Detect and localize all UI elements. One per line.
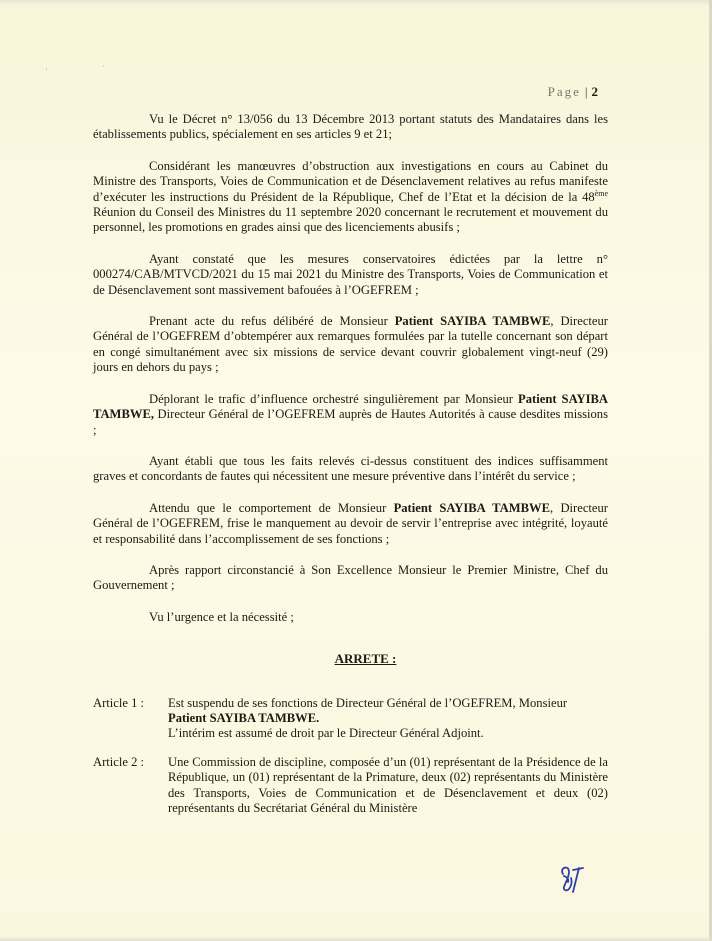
paragraph-decree-reference: Vu le Décret n° 13/056 du 13 Décembre 2013 portant statuts des Mandataires dans les établissements publics, spécialement en ses articles 9 et 21; [93, 112, 608, 142]
paragraph-text: Prenant acte du refus délibéré de Monsieur [149, 314, 395, 329]
scan-specks: · ˙ [45, 64, 132, 74]
handwritten-initials-icon [555, 862, 589, 894]
paragraph-refusal [93, 314, 608, 376]
page-bottom-edge [0, 936, 712, 941]
article-text: Est suspendu de ses fonctions de Directeur Général de l’OGEFREM, Monsieur [168, 695, 568, 710]
paragraph-text: Directeur Général de l’OGEFREM auprès de Hautes Autorités à cause desdites missions ; [93, 407, 608, 437]
paragraph-text: Réunion du Conseil des Ministres du 11 septembre 2020 concernant le recrutement et mouvement du personnel, les promotions en grades ainsi que des licenciements abusifs ; [93, 205, 608, 235]
paragraph-text: Attendu que le comportement de Monsieur [149, 500, 394, 515]
paragraph-text: , Directeur Général de l’OGEFREM d’obtempérer aux remarques formulées par la tutelle concernant son départ en congé simultanément avec six missions de service devant couvrir globalement vingt-neuf (29) jours en dehors du pays ; [93, 314, 608, 375]
page-number: 2 [591, 84, 598, 99]
article-text: L’intérim est assumé de droit par le Directeur Général Adjoint. [168, 726, 484, 741]
decree-title: ARRETE : [334, 651, 397, 667]
article-body: Une Commission de discipline, composée d’un (01) représentant de la Présidence de la République, un (01) représentant de la Primature, deux (02) représentants du Ministère des Transports, Voies de Communication et de Désenclavement et deux (02) représentants du Secrétariat Général du Ministère [168, 754, 608, 815]
paragraph-influence [93, 392, 608, 438]
page-label: Page [547, 84, 581, 99]
page-top-edge [0, 0, 712, 6]
paragraph-report: Après rapport circonstancié à Son Excellence Monsieur le Premier Ministre, Chef du Gouvernement ; [93, 562, 608, 593]
person-name: Patient SAYIBA TAMBWE. [168, 710, 320, 725]
paragraph-text: Considérant les manœuvres d’obstruction aux investigations en cours au Cabinet du Ministre des Transports, Voies de Communication et de Désenclavement relatives au refus manifeste d’exécuter les instructions du Président de la République, Chef de l’Etat et la décision de la 48 [93, 158, 608, 204]
paragraph-facts-established: Ayant établi que tous les faits relevés ci-dessus constituent des indices suffisamment graves et concordants de fautes qui nécessitent une mesure préventive dans l’intérêt du service ; [93, 453, 608, 484]
article-label: Article 2 : [93, 754, 145, 769]
decree-title-wrap [93, 651, 608, 667]
article-label: Article 1 : [93, 695, 145, 710]
paragraph-behaviour [93, 501, 608, 547]
paragraph-text: , Directeur Général de l’OGEFREM, frise le manquement au devoir de servir l’entreprise avec intégrité, loyauté et responsabilité dans l’accomplissement de ses fonctions ; [93, 500, 608, 546]
person-name: Patient SAYIBA TAMBWE [394, 314, 551, 329]
paragraph-considering [93, 159, 608, 236]
article-1 [93, 696, 608, 742]
page-separator: | [584, 84, 590, 99]
page-number-header [548, 84, 598, 100]
person-name: Patient SAYIBA TAMBWE, [93, 391, 608, 422]
paragraph-urgency: Vu l’urgence et la nécessité ; [149, 609, 294, 624]
paragraph-text: Déplorant le trafic d’influence orchestré singulièrement par Monsieur [149, 391, 519, 406]
document-body [93, 112, 608, 829]
article-2 [93, 755, 608, 817]
ordinal-superscript: ème [594, 188, 608, 198]
paragraph-conservatory-measures: Ayant constaté que les mesures conservatoires édictées par la lettre n° 000274/CAB/MTVCD/2021 du 15 mai 2021 du Ministre des Transports, Voies de Communication et de Désenclavement sont massivement bafouées à l’OGEFREM ; [93, 251, 608, 297]
person-name: Patient SAYIBA TAMBWE [393, 500, 550, 515]
article-body [168, 696, 608, 742]
